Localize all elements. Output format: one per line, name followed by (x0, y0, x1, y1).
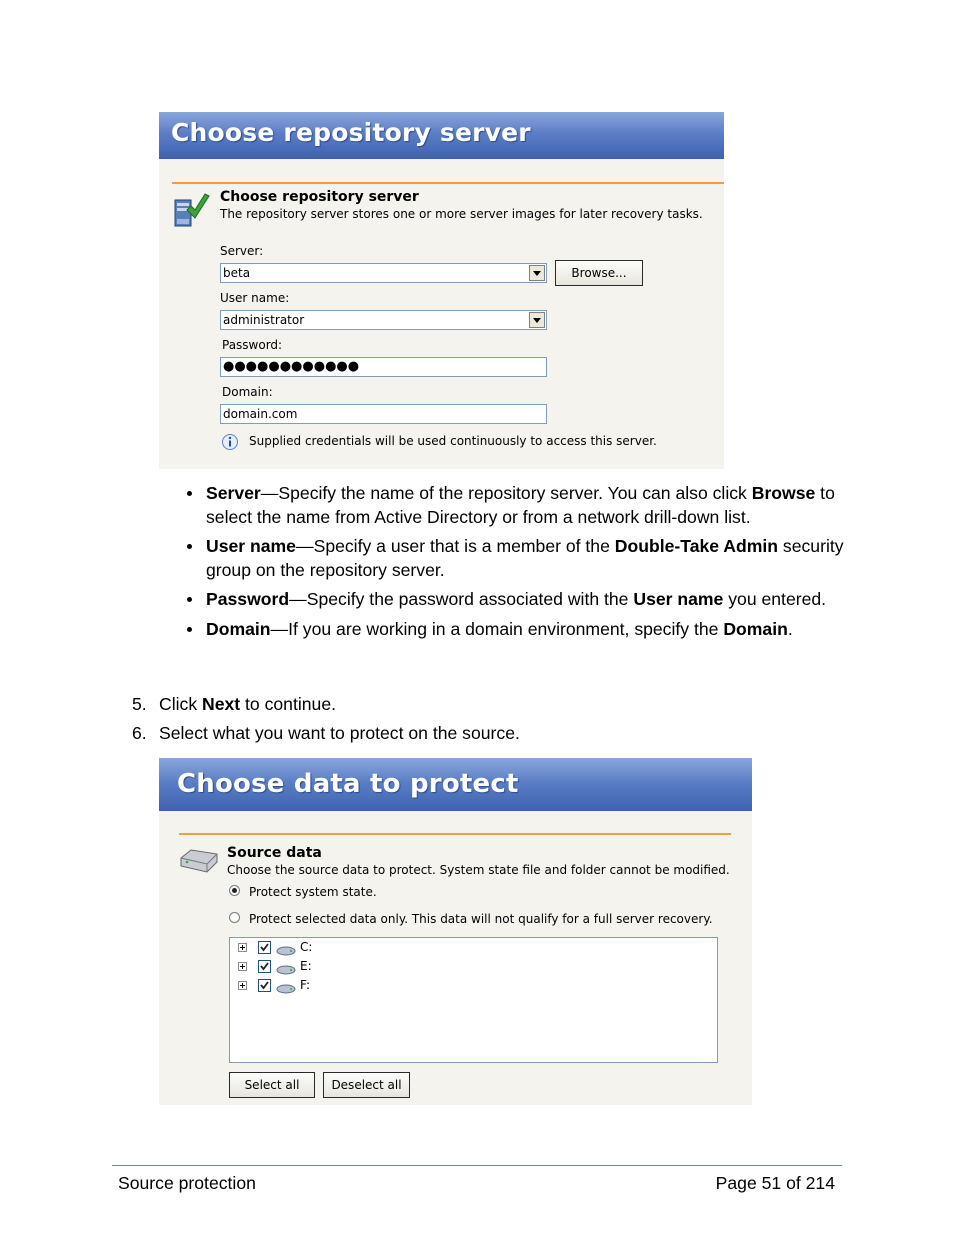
section-title: Choose repository server (220, 189, 419, 205)
repository-server-icon (173, 192, 211, 235)
step-text: Click (159, 694, 203, 714)
list-item (187, 535, 847, 582)
info-text: Supplied credentials will be used continuously to access this server. (249, 434, 657, 448)
field-descriptions-list (187, 482, 847, 647)
bullet-text: —Specify the password associated with the (289, 589, 634, 609)
bullet-icon (187, 627, 192, 632)
username-label: User name: (220, 291, 290, 305)
hard-drive-icon (179, 848, 219, 879)
domain-label: Domain: (222, 385, 273, 399)
list-item (187, 588, 847, 612)
step-bold: Next (202, 694, 241, 714)
protect-system-state-radio[interactable] (229, 885, 240, 896)
drive-label: F: (300, 978, 311, 992)
step-number: 6. (132, 723, 147, 743)
chevron-down-icon[interactable] (529, 312, 545, 328)
wizard-header (159, 758, 752, 811)
bullet-text: to select the name from Active Directory or from a network drill-down list. (206, 483, 835, 527)
bullet-text: you entered. (723, 589, 827, 609)
chevron-down-icon[interactable] (529, 265, 545, 281)
list-item (187, 482, 847, 529)
server-combobox[interactable] (220, 263, 547, 283)
domain-value: domain.com (223, 407, 298, 421)
list-item (187, 618, 847, 642)
bullet-text: —If you are working in a domain environment, specify the (270, 618, 724, 639)
bullet-icon (187, 544, 192, 549)
expand-icon[interactable] (238, 943, 247, 952)
protect-system-state-label: Protect system state. (249, 885, 377, 899)
step-number: 5. (132, 694, 147, 714)
bullet-term: Domain (206, 618, 271, 639)
wizard-header-title: Choose repository server (171, 118, 531, 147)
data-to-protect-screenshot (159, 758, 752, 1105)
bullet-term: Password (206, 589, 290, 609)
drive-checkbox[interactable] (258, 960, 271, 973)
domain-field[interactable] (220, 404, 547, 424)
drive-checkbox[interactable] (258, 941, 271, 954)
bullet-term: Server (206, 483, 261, 503)
expand-icon[interactable] (238, 981, 247, 990)
step-text: to continue. (240, 694, 337, 714)
section-divider (179, 833, 731, 835)
expand-icon[interactable] (238, 962, 247, 971)
browse-button[interactable]: Browse... (555, 260, 643, 286)
wizard-header-title: Choose data to protect (177, 769, 519, 799)
password-value: ●●●●●●●●●●●● (223, 359, 360, 374)
page-number: Page 51 of 214 (715, 1173, 835, 1193)
server-label: Server: (220, 244, 264, 258)
step-5 (132, 694, 336, 715)
password-field[interactable] (220, 357, 547, 377)
drive-label: E: (300, 959, 312, 973)
select-all-button[interactable]: Select all (229, 1072, 315, 1098)
section-description: The repository server stores one or more server images for later recovery tasks. (220, 207, 703, 221)
username-combobox[interactable] (220, 310, 547, 330)
drive-icon (276, 943, 296, 961)
drive-icon (276, 981, 296, 999)
bullet-term: Domain (723, 618, 788, 639)
section-description: Choose the source data to protect. System state file and folder cannot be modified. (227, 863, 730, 877)
bullet-text: security group on the repository server. (206, 536, 844, 580)
drive-label: C: (300, 940, 313, 954)
wizard-header (159, 112, 724, 159)
step-text: Select what you want to protect on the source. (159, 723, 520, 743)
step-6 (132, 723, 520, 744)
deselect-all-button[interactable]: Deselect all (323, 1072, 410, 1098)
footer-section-title: Source protection (118, 1173, 256, 1193)
footer-divider (112, 1165, 842, 1166)
password-label: Password: (222, 338, 283, 352)
repository-server-screenshot (159, 112, 724, 469)
bullet-text: . (787, 618, 793, 639)
info-icon (221, 433, 239, 456)
bullet-term: User name (633, 589, 724, 609)
drive-tree[interactable] (229, 937, 718, 1063)
bullet-term: Browse (751, 483, 816, 503)
bullet-icon (187, 491, 192, 496)
bullet-icon (187, 597, 192, 602)
drive-icon (276, 962, 296, 980)
bullet-term: User name (206, 536, 296, 556)
bullet-text: —Specify the name of the repository server. You can also click (260, 483, 752, 503)
server-value: beta (223, 266, 251, 280)
bullet-text: —Specify a user that is a member of the (295, 536, 615, 556)
protect-selected-data-label: Protect selected data only. This data will not qualify for a full server recovery. (249, 912, 713, 926)
username-value: administrator (223, 313, 305, 327)
drive-checkbox[interactable] (258, 979, 271, 992)
section-title: Source data (227, 845, 322, 861)
section-divider (172, 182, 724, 184)
protect-selected-data-radio[interactable] (229, 912, 240, 923)
bullet-term: Double-Take Admin (614, 536, 779, 556)
